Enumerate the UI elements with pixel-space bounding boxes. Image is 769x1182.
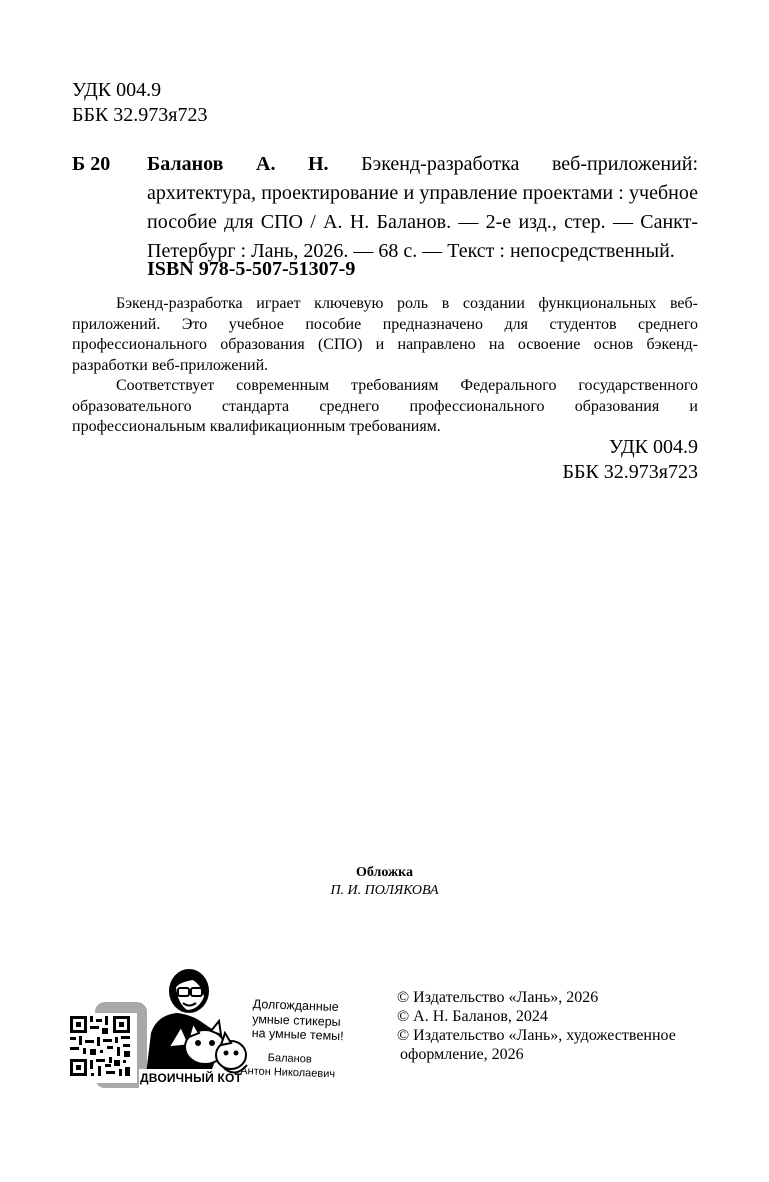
bibliographic-record xyxy=(147,150,698,266)
cover-credit-role: Обложка xyxy=(355,865,414,880)
bbk-code: ББК 32.973я723 xyxy=(72,104,208,126)
copyright-line: © А. Н. Баланов, 2024 xyxy=(397,1008,548,1025)
copyright-line: оформление, 2026 xyxy=(400,1046,524,1063)
author-name: Баланов А. Н. xyxy=(147,153,329,175)
annotation-paragraph: Соответствует современным требованиям Федерального государственного образовательного стандарта среднего профессионального образования и профессиональным квалификационным требованиям. xyxy=(72,377,698,435)
classification-right xyxy=(562,435,698,485)
author-code: Б 20 xyxy=(72,153,111,175)
classification-top xyxy=(72,78,208,128)
copyright-block xyxy=(397,988,676,1064)
udk-code: УДК 004.9 xyxy=(608,436,698,458)
isbn: ISBN 978-5-507-51307-9 xyxy=(147,258,356,280)
author-illustration xyxy=(145,969,223,1083)
copyright-line: © Издательство «Лань», художественное xyxy=(397,1027,676,1044)
tagline-line: на умные темы! xyxy=(251,1025,344,1044)
bbk-code: ББК 32.973я723 xyxy=(562,461,698,483)
sticker-tagline xyxy=(251,997,352,1044)
brand-text: ДВОИЧНЫЙ КОТ xyxy=(140,1071,243,1085)
cover-credit xyxy=(0,864,769,900)
copyright-line: © Издательство «Лань», 2026 xyxy=(397,989,599,1006)
cover-credit-name: П. И. ПОЛЯКОВА xyxy=(330,883,439,898)
sticker-author xyxy=(240,1051,352,1082)
tagline-line: Долгожданные xyxy=(252,997,339,1014)
sticker-logo xyxy=(65,965,350,1095)
qr-code-icon xyxy=(70,1016,130,1076)
annotation-paragraph: Бэкенд-разработка играет ключевую роль в создании функциональных веб-приложений. Это учебное пособие предназначено для студентов среднего профессионального образования (СПО) и направлено на освоение основ бэкенд-разработки веб-приложений. xyxy=(72,295,698,374)
tagline-line: умные стикеры xyxy=(252,1011,341,1029)
bibliographic-description: Бэкенд-разработка веб-приложений: архитектура, проектирование и управление проектами : учебное пособие для СПО / А. Н. Баланов. — 2-е изд., стер. — Санкт-Петербург : Лань, 2026. — 68 с. — Текст : непосредственный. xyxy=(147,153,699,262)
sticker-author-line: Баланов xyxy=(267,1051,312,1066)
annotation xyxy=(72,294,698,438)
sticker-author-line: Антон Николаевич xyxy=(240,1065,336,1081)
udk-code: УДК 004.9 xyxy=(72,79,162,101)
